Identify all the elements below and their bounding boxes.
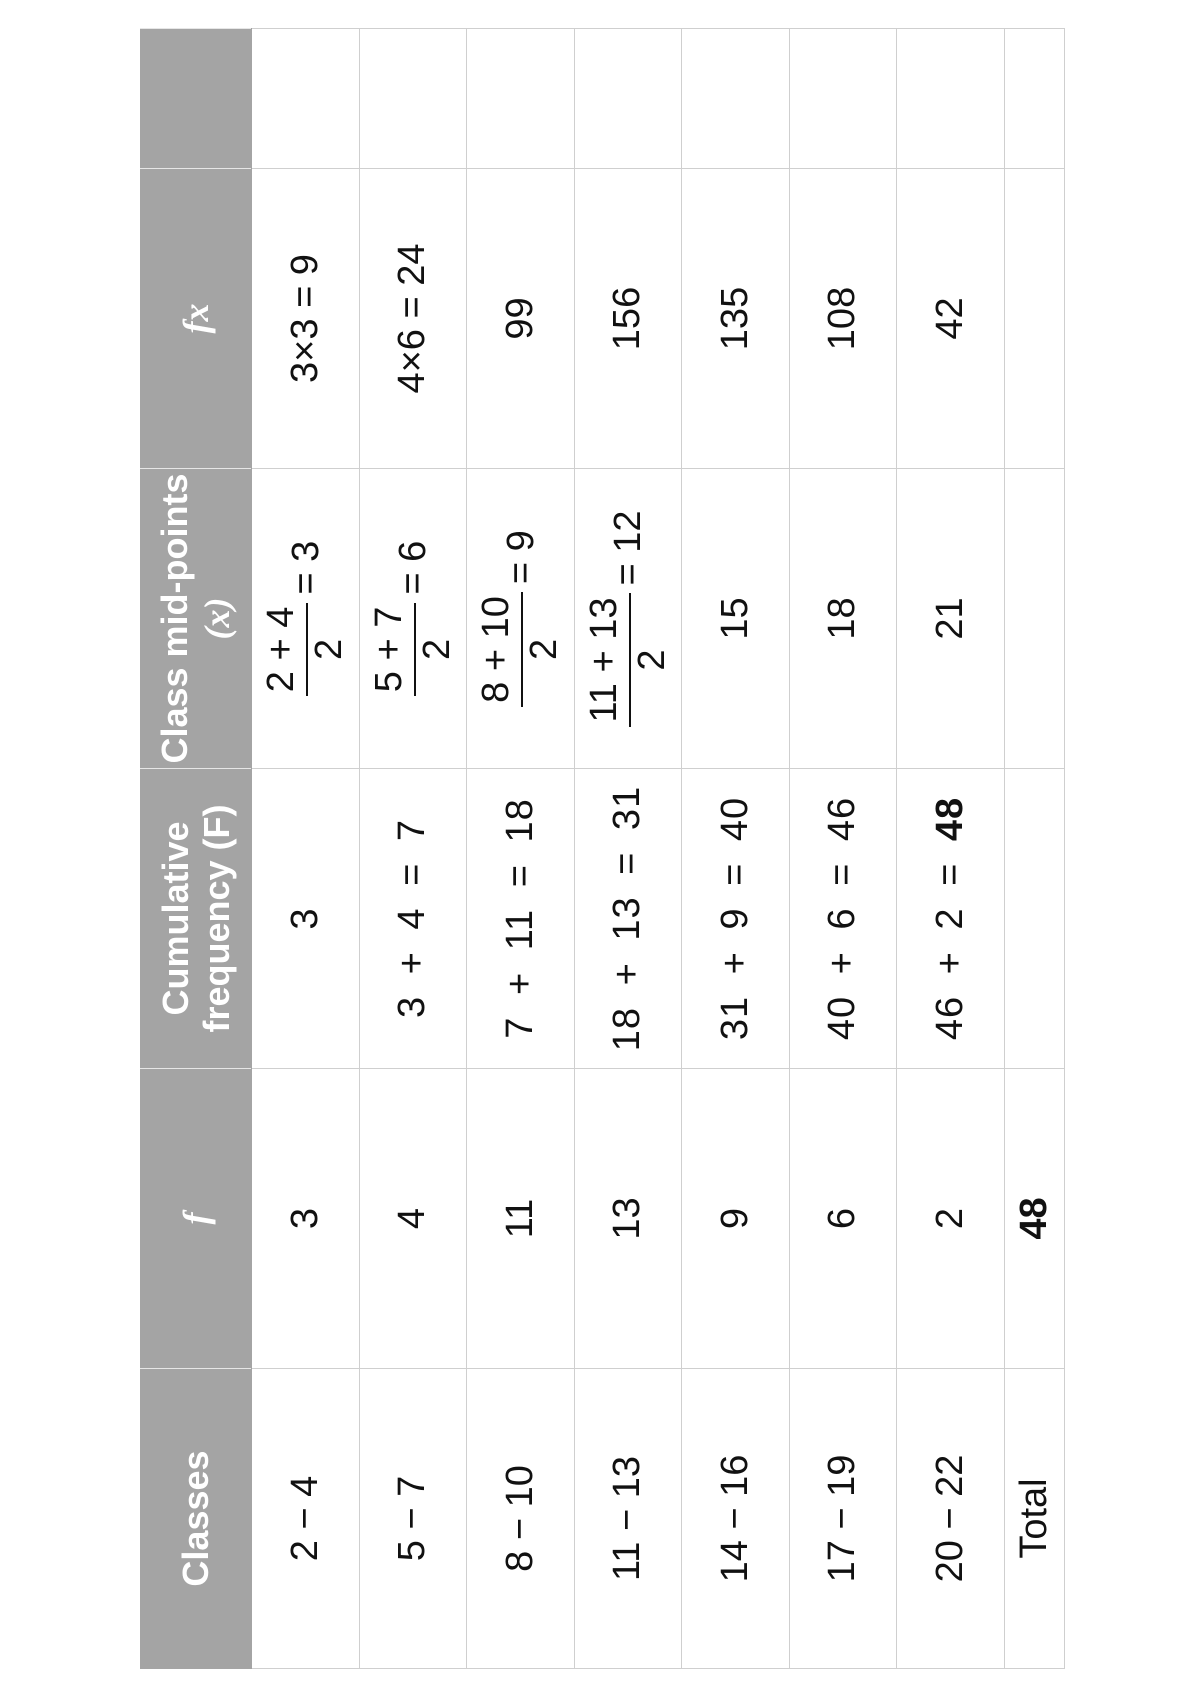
- header-fx: fx: [141, 169, 252, 469]
- cell-classes: 2 − 4: [252, 1369, 360, 1669]
- table-row: [359, 29, 467, 1669]
- cell-classes: 17 − 19: [789, 1369, 897, 1669]
- midpoint-fraction: 11 + 13 2: [585, 594, 673, 727]
- total-row: [1004, 29, 1064, 1669]
- total-extra: [1004, 29, 1064, 169]
- cell-midpoint: 8 + 10 2 = 9: [467, 469, 575, 769]
- table-row: [467, 29, 575, 1669]
- cell-fx: 135: [682, 169, 790, 469]
- midpoint-fraction: 5 + 7 2: [370, 603, 458, 697]
- cell-midpoint: 21: [897, 469, 1005, 769]
- cell-f: 6: [789, 1069, 897, 1369]
- frequency-table: [140, 28, 1065, 1669]
- total-cumulative: [1004, 769, 1064, 1069]
- table-row: [789, 29, 897, 1669]
- midpoint-fraction: 8 + 10 2: [477, 592, 565, 707]
- cell-classes: 8 − 10: [467, 1369, 575, 1669]
- cell-cumulative: 40 + 6 = 46: [789, 769, 897, 1069]
- cell-cumulative: 3 + 4 = 7: [359, 769, 467, 1069]
- cell-fx: 156: [574, 169, 682, 469]
- cell-extra: [252, 29, 360, 169]
- table-row: [682, 29, 790, 1669]
- header-cumulative-frequency: Cumulative frequency (F): [141, 769, 252, 1069]
- cell-f: 3: [252, 1069, 360, 1369]
- cell-extra: [574, 29, 682, 169]
- cell-cumulative: 3: [252, 769, 360, 1069]
- cell-extra: [359, 29, 467, 169]
- cell-cumulative: 18 + 13 = 31: [574, 769, 682, 1069]
- table-row: [252, 29, 360, 1669]
- cell-cumulative: 7 + 11 = 18: [467, 769, 575, 1069]
- cell-extra: [682, 29, 790, 169]
- cell-fx: 99: [467, 169, 575, 469]
- header-classes: Classes: [141, 1369, 252, 1669]
- cell-extra: [789, 29, 897, 169]
- header-class-midpoints: Class mid-points (x): [141, 469, 252, 769]
- cell-midpoint: 11 + 13 2 = 12: [574, 469, 682, 769]
- rotated-table-wrapper: [140, 29, 1065, 1669]
- total-midpoint: [1004, 469, 1064, 769]
- cell-classes: 14 − 16: [682, 1369, 790, 1669]
- total-f: 48: [1004, 1069, 1064, 1369]
- midpoint-fraction: 2 + 4 2: [262, 603, 350, 697]
- cell-fx: 4×6 = 24: [359, 169, 467, 469]
- table-row: [574, 29, 682, 1669]
- cell-f: 4: [359, 1069, 467, 1369]
- header-f: f: [141, 1069, 252, 1369]
- cell-fx: 3×3 = 9: [252, 169, 360, 469]
- cell-classes: 11 − 13: [574, 1369, 682, 1669]
- cell-extra: [897, 29, 1005, 169]
- header-extra-blank: [141, 29, 252, 169]
- cell-extra: [467, 29, 575, 169]
- cell-fx: 42: [897, 169, 1005, 469]
- header-row: [141, 29, 252, 1669]
- cell-midpoint: 2 + 4 2 = 3: [252, 469, 360, 769]
- cell-f: 2: [897, 1069, 1005, 1369]
- total-fx: [1004, 169, 1064, 469]
- cell-midpoint: 15: [682, 469, 790, 769]
- cell-cumulative: 46 + 2 = 48: [897, 769, 1005, 1069]
- cell-f: 11: [467, 1069, 575, 1369]
- cell-midpoint: 18: [789, 469, 897, 769]
- cell-cumulative: 31 + 9 = 40: [682, 769, 790, 1069]
- cell-midpoint: 5 + 7 2 = 6: [359, 469, 467, 769]
- cell-f: 9: [682, 1069, 790, 1369]
- cell-classes: 20 − 22: [897, 1369, 1005, 1669]
- total-label: Total: [1004, 1369, 1064, 1669]
- cell-fx: 108: [789, 169, 897, 469]
- cell-f: 13: [574, 1069, 682, 1369]
- cell-classes: 5 − 7: [359, 1369, 467, 1669]
- table-row: [897, 29, 1005, 1669]
